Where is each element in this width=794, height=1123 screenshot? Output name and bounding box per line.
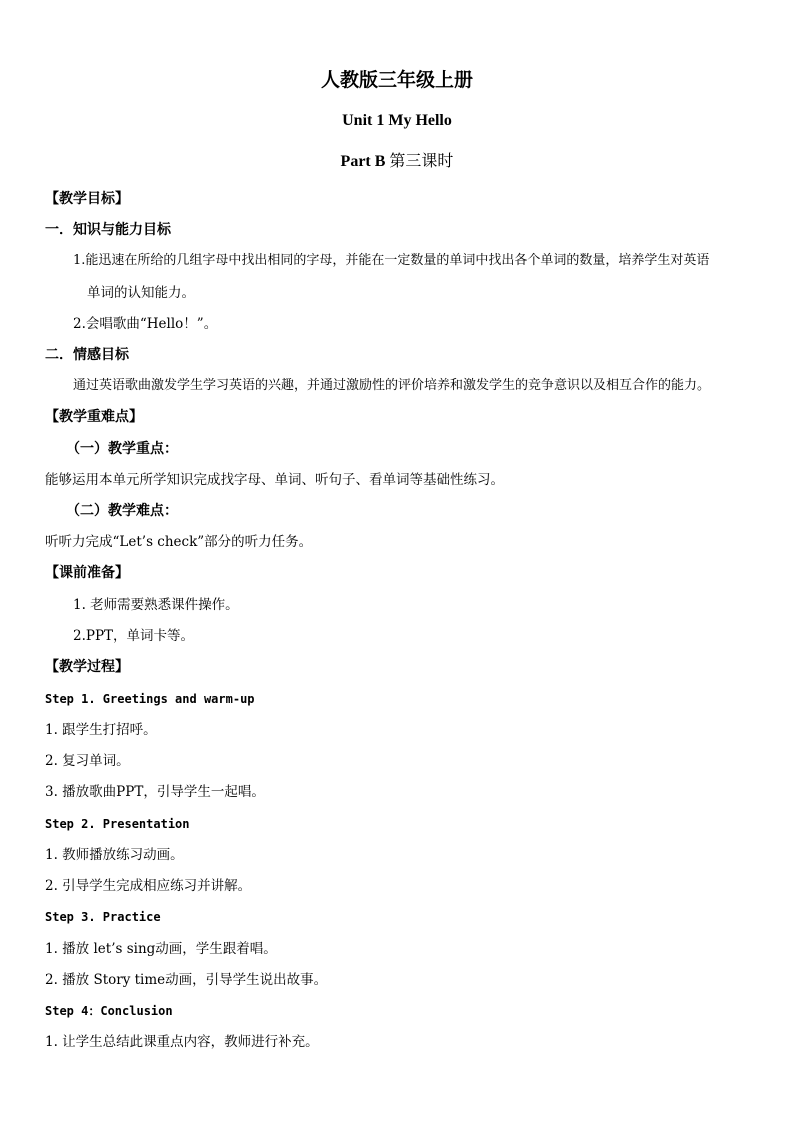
step-2-item-1: 1. 教师播放练习动画。 [45,847,184,863]
step-1-item-2: 2. 复习单词。 [45,753,130,769]
step-3-item-1: 1. 播放 let’s sing动画，学生跟着唱。 [45,941,277,957]
step-1-item-1: 1. 跟学生打招呼。 [45,722,157,738]
preparation-item-2: 2.PPT，单词卡等。 [73,628,195,644]
unit-title: Unit 1 My Hello [342,112,452,129]
doc-title: 人教版三年级上册 [320,69,473,91]
process-heading: 【教学过程】 [45,659,129,675]
part-title [0,151,794,173]
preparation-item-1: 1. 老师需要熟悉课件操作。 [73,597,239,613]
step-3-item-2: 2. 播放 Story time动画，引导学生说出故事。 [45,972,328,988]
step-3-heading: Step 3. Practice [45,910,161,924]
preparation-heading: 【课前准备】 [45,565,129,581]
knowledge-goal-1-line-1: 1.能迅速在所给的几组字母中找出相同的字母，并能在一定数量的单词中找出各个单词的数量，培养学生对英语 [73,253,710,268]
step-2-heading: Step 2. Presentation [45,817,190,831]
focus-heading: （一）教学重点： [66,441,178,457]
difficulty-text: 听听力完成“Let’s check”部分的听力任务。 [45,534,313,550]
focus-text: 能够运用本单元所学知识完成找字母、单词、听句子、看单词等基础性练习。 [45,472,504,488]
knowledge-goal-1-line-2: 单词的认知能力。 [87,285,195,301]
step-4-heading: Step 4：Conclusion [45,1004,173,1018]
part-title-en: Part B [340,153,386,170]
knowledge-goal-2: 2.会唱歌曲“Hello！”。 [73,316,218,332]
emotion-goals-heading: 二．情感目标 [45,347,129,363]
step-1-heading: Step 1. Greetings and warm-up [45,692,255,706]
part-title-cn: 第三课时 [389,153,454,170]
step-1-item-3: 3. 播放歌曲PPT，引导学生一起唱。 [45,784,265,800]
difficulty-heading: （二）教学难点： [66,503,178,519]
knowledge-goals-heading: 一．知识与能力目标 [45,222,171,238]
key-points-heading: 【教学重难点】 [45,409,143,425]
emotion-goal-text: 通过英语歌曲激发学生学习英语的兴趣，并通过激励性的评价培养和激发学生的竞争意识以及相互合作的能力。 [73,378,711,393]
goals-heading: 【教学目标】 [45,191,129,207]
step-2-item-2: 2. 引导学生完成相应练习并讲解。 [45,878,252,894]
step-4-item-1: 1. 让学生总结此课重点内容，教师进行补充。 [45,1034,319,1050]
